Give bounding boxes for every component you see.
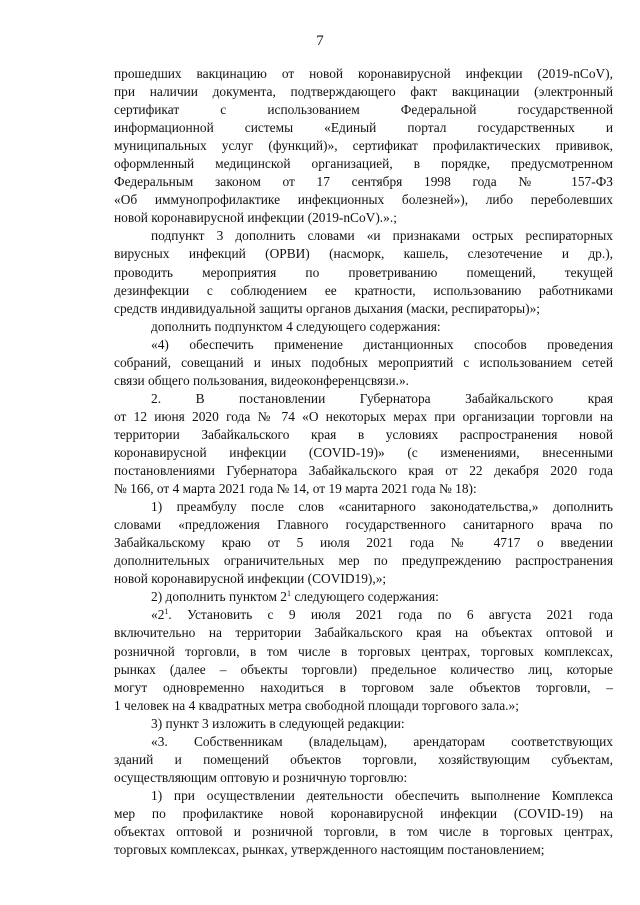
- text-line-content: Федеральным законом от 17 сентября 1998 года № 157-ФЗ: [114, 174, 613, 190]
- text-line: [114, 119, 613, 137]
- text-line-content: муниципальных услуг (функций)», сертификат профилактических прививок,: [114, 138, 613, 154]
- text-line-content: связи общего пользования, видеоконференцсвязи.».: [114, 372, 409, 388]
- text-line: [114, 372, 613, 390]
- text-line: [114, 751, 613, 769]
- text-line-content: 2. В постановлении Губернатора Забайкальского края: [151, 390, 613, 406]
- text-line: [114, 805, 613, 823]
- text-line-content: словами «предложения Главного государственного санитарного врача по: [114, 517, 613, 533]
- text-line: [114, 606, 613, 624]
- text-line-content: 2) дополнить пунктом 2: [151, 589, 288, 605]
- text-line-content: от 12 июня 2020 года № 74 «О некоторых мерах при организации торговли на: [114, 408, 613, 424]
- text-line-content: объектах оптовой и розничной торговли, в том числе в торговых центрах,: [114, 823, 613, 839]
- text-line-content: Забайкальскому краю от 5 июля 2021 года № 4717 о введении: [114, 535, 613, 551]
- text-line: [114, 245, 613, 263]
- text-line: [114, 191, 613, 209]
- text-line: [114, 354, 613, 372]
- text-line: [114, 498, 613, 516]
- text-line-content: собраний, совещаний и иных подобных мероприятий с использованием сетей: [114, 354, 613, 370]
- text-line: [114, 570, 613, 588]
- text-line: [114, 841, 613, 859]
- text-line: [114, 264, 613, 282]
- text-line-content: новой коронавирусной инфекции (COVID19),»;: [114, 571, 387, 587]
- text-line: [114, 661, 613, 679]
- document-body: [114, 65, 613, 859]
- text-line-content: 1) преамбулу после слов «санитарного законодательства,» дополнить: [151, 499, 613, 515]
- text-line-content: информационной системы «Единый портал государственных и: [114, 120, 613, 136]
- text-line-content: вирусных инфекций (ОРВИ) (насморк, кашель, слезотечение и др.),: [114, 246, 613, 262]
- text-line: [114, 588, 613, 606]
- text-line-content: «2: [151, 607, 165, 623]
- text-line: [114, 101, 613, 119]
- text-line-content: «Об иммунопрофилактике инфекционных болезней»), либо переболевших: [114, 192, 613, 208]
- text-line: [114, 227, 613, 245]
- text-line-content: прошедших вакцинацию от новой коронавирусной инфекции (2019-nCoV),: [114, 66, 613, 81]
- text-line-content: новой коронавирусной инфекции (2019-nCoV).».;: [114, 210, 397, 226]
- text-line: [114, 155, 613, 173]
- text-line: [114, 173, 613, 191]
- text-line: [114, 318, 613, 336]
- page-number: 7: [316, 33, 324, 49]
- text-line-content: дезинфекции с соблюдением ее кратности, использованию работниками: [114, 282, 613, 298]
- text-line: [114, 733, 613, 751]
- text-line: [114, 390, 613, 408]
- text-line: [114, 679, 613, 697]
- text-line: [114, 83, 613, 101]
- text-line-content: включительно на территории Забайкальского края на объектах оптовой и: [114, 625, 613, 641]
- text-line-content: дополнительных ограничительных мер по предупреждению распространения: [114, 553, 613, 569]
- text-line: [114, 624, 613, 642]
- text-line-content: дополнить подпунктом 4 следующего содержания:: [151, 318, 441, 334]
- text-line-content: при наличии документа, подтверждающего факт вакцинации (электронный: [114, 84, 613, 100]
- text-line-content: территории Забайкальского края в условиях распространения новой: [114, 426, 613, 442]
- text-line: [114, 462, 613, 480]
- text-line-content: розничной торговли, в том числе в торговых центрах, торговых комплексах,: [114, 643, 613, 659]
- text-line-content: торговых комплексах, рынках, утвержденного настоящим постановлением;: [114, 842, 545, 858]
- text-line-content: «3. Собственникам (владельцам), арендаторам соответствующих: [151, 733, 613, 749]
- text-line-content: зданий и помещений объектов торговли, хозяйствующим субъектам,: [114, 751, 613, 767]
- text-line: [114, 444, 613, 462]
- text-line: [114, 336, 613, 354]
- text-line: [114, 697, 613, 715]
- text-line: [114, 426, 613, 444]
- text-line-content: 3) пункт 3 изложить в следующей редакции:: [151, 715, 405, 731]
- text-line: [114, 282, 613, 300]
- text-line-content: постановлениями Губернатора Забайкальского края от 22 декабря 2020 года: [114, 463, 613, 479]
- text-line-continuation: . Установить с 9 июля 2021 года по 6 августа 2021 года: [168, 607, 613, 623]
- text-line: [114, 137, 613, 155]
- text-line-content: 1 человек на 4 квадратных метра свободной площади торгового зала.»;: [114, 697, 519, 713]
- text-line-content: подпункт 3 дополнить словами «и признаками острых респираторных: [151, 228, 613, 244]
- text-line-content: № 166, от 4 марта 2021 года № 14, от 19 марта 2021 года № 18):: [114, 481, 477, 497]
- text-line-content: рынках (далее – объекты торговли) предельное количество лиц, которые: [114, 661, 613, 677]
- text-line: [114, 516, 613, 534]
- text-line: [114, 823, 613, 841]
- text-line-content: могут одновременно находиться в торговом зале объектов торговли, –: [114, 679, 613, 695]
- text-line-content: 1) при осуществлении деятельности обеспечить выполнение Комплекса: [151, 787, 613, 803]
- text-line-content: осуществляющим оптовую и розничную торговлю:: [114, 769, 408, 785]
- text-line-content: средств индивидуальной защиты органов дыхания (маски, респираторы)»;: [114, 300, 540, 316]
- text-line: [114, 552, 613, 570]
- text-line: [114, 787, 613, 805]
- text-line: [114, 300, 613, 318]
- text-line-content: сертификат с использованием Федеральной государственной: [114, 102, 613, 118]
- text-line: [114, 480, 613, 498]
- text-line: [114, 65, 613, 83]
- text-line: [114, 715, 613, 733]
- text-line-content: «4) обеспечить применение дистанционных способов проведения: [151, 336, 613, 352]
- text-line-content: проводить мероприятия по проветриванию помещений, текущей: [114, 264, 613, 280]
- superscript-mark: 1: [287, 589, 292, 599]
- text-line-content: мер по профилактике новой коронавирусной инфекции (COVID-19) на: [114, 805, 613, 821]
- text-line: [114, 643, 613, 661]
- text-line-continuation: следующего содержания:: [291, 589, 439, 605]
- text-line-content: оформленный медицинской организацией, в порядке, предусмотренном: [114, 156, 613, 172]
- text-line: [114, 534, 613, 552]
- text-line-content: коронавирусной инфекции (COVID-19)» (с изменениями, внесенными: [114, 444, 613, 460]
- superscript-mark: 1: [164, 607, 169, 617]
- text-line: [114, 769, 613, 787]
- text-line: [114, 408, 613, 426]
- text-line: [114, 209, 613, 227]
